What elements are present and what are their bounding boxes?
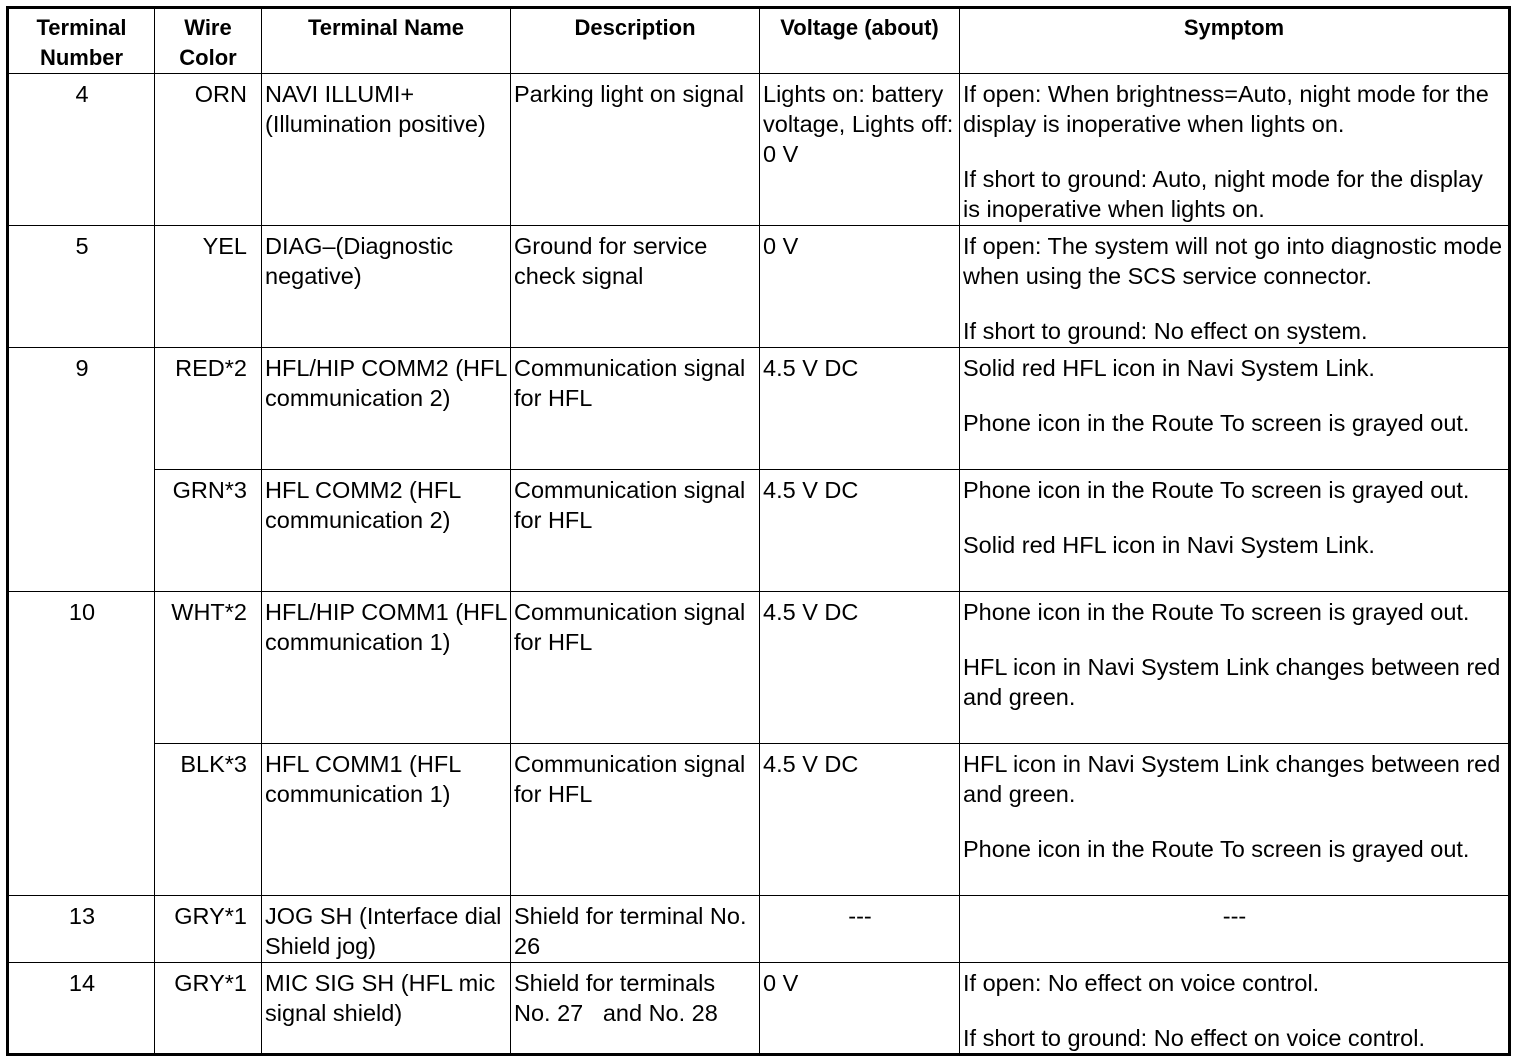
symptom-cell (960, 470, 1510, 592)
terminal-name-cell: JOG SH (Interface dial Shield jog) (262, 896, 511, 963)
description-cell: Communication signal for HFL (511, 470, 760, 592)
table-row (8, 592, 1510, 744)
symptom-text: If open: No effect on voice control. (963, 970, 1320, 996)
wire-color-cell: GRN*3 (155, 470, 262, 592)
symptom-text: Phone icon in the Route To screen is grayed out. (963, 410, 1470, 436)
table-row (8, 963, 1510, 1055)
header-voltage: Voltage (about) (760, 8, 960, 74)
terminal-table (6, 6, 1511, 1056)
symptom-cell (960, 592, 1510, 744)
symptom-text: If short to ground: No effect on system. (963, 318, 1368, 344)
symptom-text: If open: When brightness=Auto, night mode for the display is inoperative when lights on. (963, 81, 1489, 137)
symptom-text: HFL icon in Navi System Link changes between red and green. (963, 654, 1501, 710)
terminal-name-cell: HFL COMM1 (HFL communication 1) (262, 744, 511, 896)
table-row (8, 896, 1510, 963)
symptom-cell (960, 963, 1510, 1055)
table-header-row (8, 8, 1510, 74)
terminal-number-cell: 9 (8, 348, 155, 592)
symptom-text: Phone icon in the Route To screen is grayed out. (963, 836, 1470, 862)
voltage-cell: 4.5 V DC (760, 348, 960, 470)
terminal-number-cell: 4 (8, 74, 155, 226)
header-description: Description (511, 8, 760, 74)
symptom-cell (960, 74, 1510, 226)
terminal-number-cell: 13 (8, 896, 155, 963)
symptom-cell (960, 226, 1510, 348)
symptom-text: If short to ground: Auto, night mode for the display is inoperative when lights on. (963, 166, 1483, 222)
wire-color-cell: YEL (155, 226, 262, 348)
wire-color-cell: GRY*1 (155, 963, 262, 1055)
symptom-text: Phone icon in the Route To screen is grayed out. (963, 477, 1470, 503)
symptom-text: --- (1222, 903, 1247, 929)
description-cell: Shield for terminal No. 26 (511, 896, 760, 963)
wire-color-cell: ORN (155, 74, 262, 226)
voltage-cell: 0 V (760, 963, 960, 1055)
terminal-number-cell: 14 (8, 963, 155, 1055)
table-row (8, 226, 1510, 348)
voltage-cell: 0 V (760, 226, 960, 348)
header-symptom: Symptom (960, 8, 1510, 74)
header-terminal-number: Terminal Number (8, 8, 155, 74)
terminal-name-cell: HFL/HIP COMM1 (HFL communication 1) (262, 592, 511, 744)
voltage-cell: 4.5 V DC (760, 744, 960, 896)
terminal-name-cell: HFL COMM2 (HFL communication 2) (262, 470, 511, 592)
description-cell: Communication signal for HFL (511, 744, 760, 896)
voltage-cell: --- (760, 896, 960, 963)
table-row (8, 470, 1510, 592)
header-terminal-name: Terminal Name (262, 8, 511, 74)
terminal-name-cell: HFL/HIP COMM2 (HFL communication 2) (262, 348, 511, 470)
header-wire-color: Wire Color (155, 8, 262, 74)
symptom-text: If open: The system will not go into diagnostic mode when using the SCS service connector. (963, 233, 1503, 289)
symptom-cell (960, 896, 1510, 963)
description-cell: Parking light on signal (511, 74, 760, 226)
wire-color-cell: BLK*3 (155, 744, 262, 896)
terminal-name-cell: NAVI ILLUMI+ (Illumination positive) (262, 74, 511, 226)
terminal-name-cell: DIAG–(Diagnostic negative) (262, 226, 511, 348)
voltage-cell: 4.5 V DC (760, 470, 960, 592)
symptom-text: HFL icon in Navi System Link changes between red and green. (963, 751, 1501, 807)
table-row (8, 348, 1510, 470)
description-cell: Communication signal for HFL (511, 348, 760, 470)
terminal-number-cell: 10 (8, 592, 155, 896)
voltage-cell: Lights on: battery voltage, Lights off: 0 V (760, 74, 960, 226)
terminal-name-cell: MIC SIG SH (HFL mic signal shield) (262, 963, 511, 1055)
description-cell: Ground for service check signal (511, 226, 760, 348)
description-cell: Communication signal for HFL (511, 592, 760, 744)
table-row (8, 74, 1510, 226)
terminal-number-cell: 5 (8, 226, 155, 348)
wire-color-cell: GRY*1 (155, 896, 262, 963)
symptom-cell (960, 348, 1510, 470)
symptom-cell (960, 744, 1510, 896)
symptom-text: Phone icon in the Route To screen is grayed out. (963, 599, 1470, 625)
table-row (8, 744, 1510, 896)
symptom-text: If short to ground: No effect on voice control. (963, 1025, 1425, 1051)
wire-color-cell: RED*2 (155, 348, 262, 470)
symptom-text: Solid red HFL icon in Navi System Link. (963, 355, 1375, 381)
wire-color-cell: WHT*2 (155, 592, 262, 744)
voltage-cell: 4.5 V DC (760, 592, 960, 744)
symptom-text: Solid red HFL icon in Navi System Link. (963, 532, 1375, 558)
description-cell: Shield for terminals No. 27 and No. 28 (511, 963, 760, 1055)
